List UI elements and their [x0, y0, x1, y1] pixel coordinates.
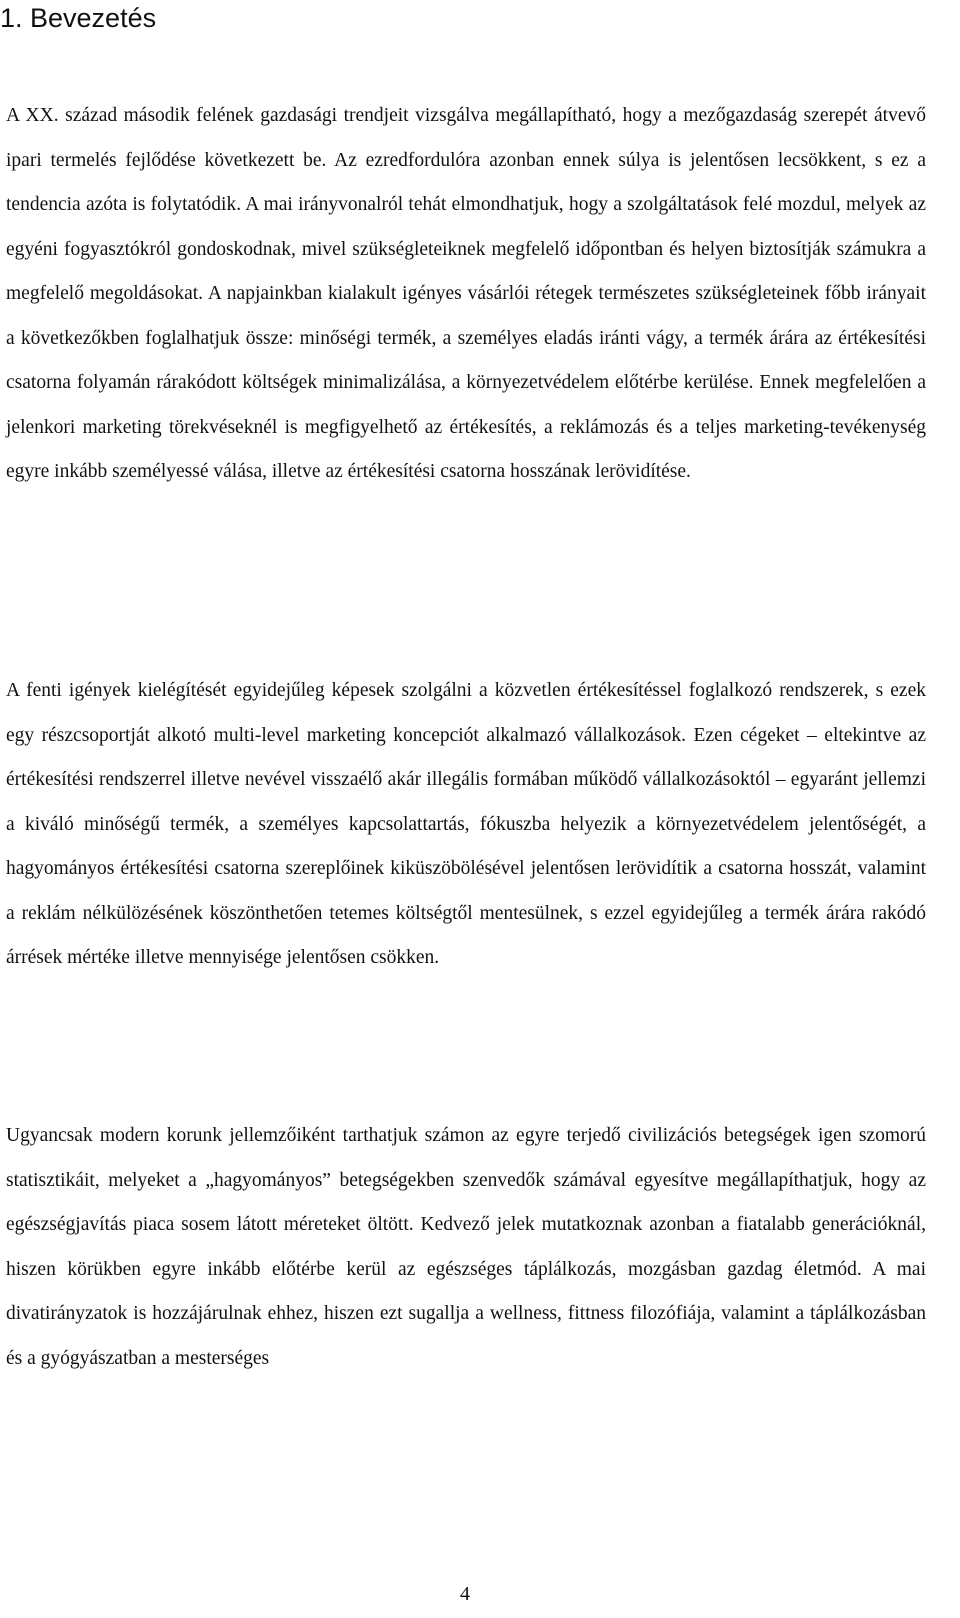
page-number: 4 — [460, 1583, 470, 1605]
section-heading: 1. Bevezetés — [0, 3, 157, 33]
paragraph-2: A fenti igények kielégítését egyidejűleg képesek szolgálni a közvetlen értékesítéssel foglalkozó rendszerek, s ezek egy részcsoportját alkotó multi-level marketing koncepciót alkalmazó vállalkozások. Ezen cégeket – eltekintve az értékesítési rendszerrel illetve nevével visszaélő akár illegális formában működő vállalkozásoktól – egyaránt jellemzi a kiváló minőségű termék, a személyes kapcsolattartás, fókuszba helyezik a környezetvédelem jelentőségét, a hagyományos értékesítési csatorna szereplőinek kiküszöbölésével jelentősen lerövidítik a csatorna hosszát, valamint a reklám nélkülözésének köszönthetően tetemes költségtől mentesülnek, s ezzel egyidejűleg a termék árára rakódó árrések mértéke illetve mennyisége jelentősen csökken. — [6, 680, 926, 968]
paragraph-3: Ugyancsak modern korunk jellemzőiként tarthatjuk számon az egyre terjedő civilizációs betegségek igen szomorú statisztikáit, melyeket a „hagyományos” betegségekben szenvedők számával egyesítve megállapíthatjuk, hogy az egészségjavítás piaca sosem látott méreteket öltött. Kedvező jelek mutatkoznak azonban a fiatalabb generációknál, hiszen körükben egyre inkább előtérbe kerül az egészséges táplálkozás, mozgásban gazdag életmód. A mai divatirányzatok is hozzájárulnak ehhez, hiszen ezt sugallja a wellness, fittness filozófiája, valamint a táplálkozásban és a gyógyászatban a mesterséges — [6, 1125, 926, 1369]
paragraph-1: A XX. század második felének gazdasági trendjeit vizsgálva megállapítható, hogy a mezőgazdaság szerepét átvevő ipari termelés fejlődése következett be. Az ezredfordulóra azonban ennek súlya is jelentősen lecsökkent, s ez a tendencia azóta is folytatódik. A mai irányvonalról tehát elmondhatjuk, hogy a szolgáltatások felé mozdul, melyek az egyéni fogyasztókról gondoskodnak, mivel szükségleteiknek megfelelő időpontban és helyen biztosítják számukra a megfelelő megoldásokat. A napjainkban kialakult igényes vásárlói rétegek természetes szükségleteinek főbb irányait a következőkben foglalhatjuk össze: minőségi termék, a személyes eladás iránti vágy, a termék árára az értékesítési csatorna folyamán rárakódott költségek minimalizálása, a környezetvédelem előtérbe kerülése. Ennek megfelelően a jelenkori marketing törekvéseknél is megfigyelhető az értékesítés, a reklámozás és a teljes marketing-tevékenység egyre inkább személyessé válása, illetve az értékesítési csatorna hosszának lerövidítése. — [6, 105, 926, 482]
